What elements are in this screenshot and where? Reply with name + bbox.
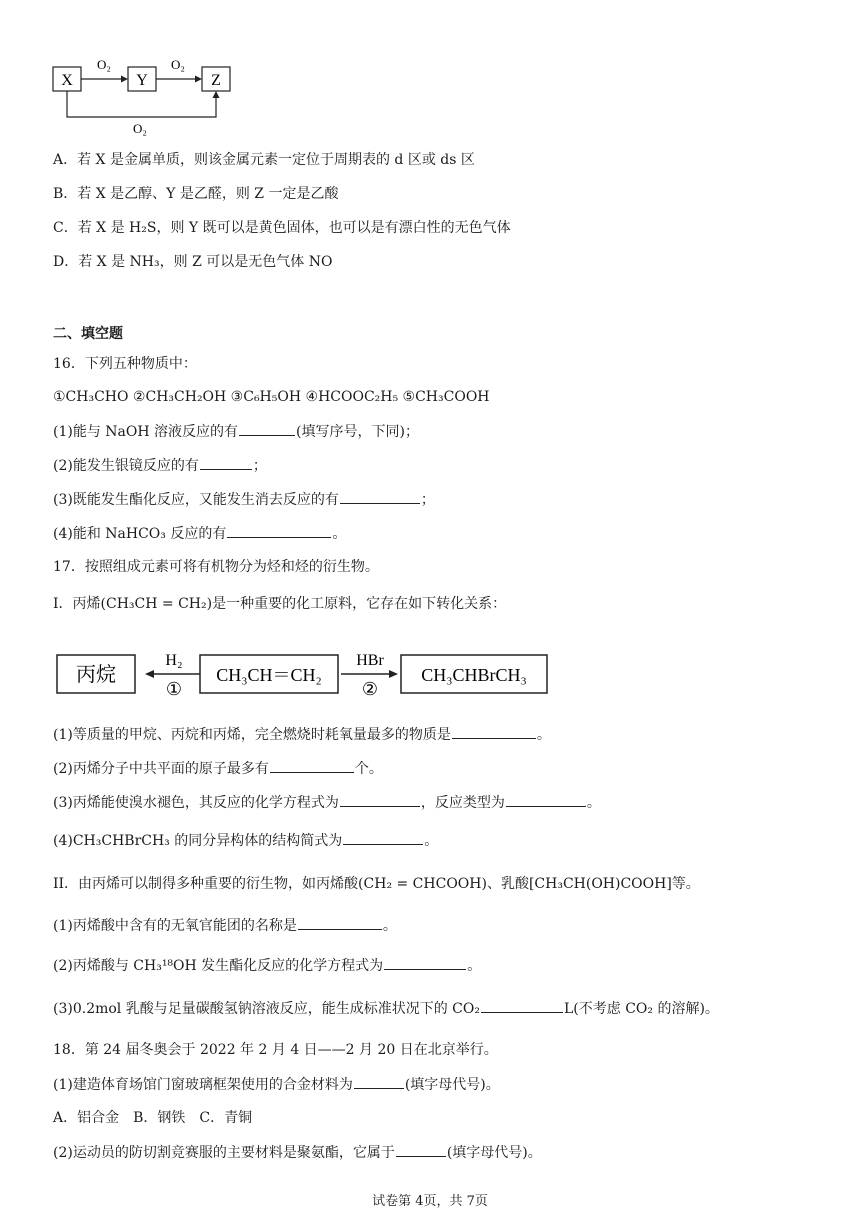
- arrow-x-z: [67, 91, 216, 117]
- q16-part1-tail: (填写序号，下同)；: [296, 424, 419, 440]
- q17-i-part4-tail: 。: [424, 833, 439, 849]
- label-x: X: [61, 72, 73, 89]
- answer-blank[interactable]: [298, 915, 382, 930]
- answer-blank[interactable]: [227, 523, 331, 538]
- q17-i-part1: [53, 724, 551, 745]
- option-a: A．若 X 是金属单质，则该金属元素一定位于周期表的 d 区或 ds 区: [53, 152, 475, 168]
- answer-blank[interactable]: [239, 421, 295, 436]
- label-y: Y: [136, 72, 148, 89]
- q16-part4: [53, 523, 346, 544]
- answer-blank[interactable]: [354, 1074, 404, 1089]
- xyz-relation-diagram: [50, 55, 250, 140]
- q17-ii-part3-text: (3)0.2mol 乳酸与足量碳酸氢钠溶液反应，能生成标准状况下的 CO₂: [53, 1001, 480, 1017]
- q16-part3: [53, 489, 435, 510]
- q16-part1: [53, 421, 419, 442]
- option-c: C．若 X 是 H₂S，则 Y 既可以是黄色固体，也可以是有漂白性的无色气体: [53, 220, 511, 236]
- q16-part3-tail: ；: [420, 492, 435, 508]
- label-z: Z: [211, 72, 221, 89]
- q18-part1-options: A．铝合金 B．钢铁 C．青铜: [53, 1110, 253, 1126]
- page-footer: 试卷第 4页，共 7页: [372, 1194, 488, 1209]
- answer-blank[interactable]: [270, 758, 354, 773]
- reagent-hbr: HBr: [356, 652, 384, 669]
- q17-i-part1-tail: 。: [536, 727, 551, 743]
- q16-part2-text: (2)能发生银镜反应的有: [53, 458, 199, 474]
- answer-blank[interactable]: [343, 830, 423, 845]
- arrowhead-hydrogenation: [145, 670, 154, 678]
- q18-stem: 18．第 24 届冬奥会于 2022 年 2 月 4 日——2 月 20 日在北京举行。: [53, 1042, 498, 1058]
- q17-part2-intro: II．由丙烯可以制得多种重要的衍生物，如丙烯酸(CH₂ = CHCOOH)、乳酸[CH₃CH(OH)COOH]等。: [53, 876, 700, 892]
- q16-part2-tail: ；: [252, 458, 267, 474]
- q18-part1: [53, 1074, 500, 1095]
- reagent-h2: H₂: [165, 652, 183, 669]
- q17-i-part3-mid: ，反应类型为: [420, 795, 505, 811]
- q17-i-part4: [53, 830, 438, 851]
- q17-i-part4-text: (4)CH₃CHBrCH₃ 的同分异构体的结构简式为: [53, 833, 343, 849]
- step-1: ①: [165, 679, 183, 699]
- q17-ii-part2-tail: 。: [467, 958, 482, 974]
- q16-part1-text: (1)能与 NaOH 溶液反应的有: [53, 424, 239, 440]
- q17-i-part2-tail: 个。: [354, 761, 383, 777]
- answer-blank[interactable]: [481, 998, 563, 1013]
- q17-ii-part2-text: (2)丙烯酸与 CH₃¹⁸OH 发生酯化反应的化学方程式为: [53, 958, 384, 974]
- answer-blank[interactable]: [340, 489, 420, 504]
- propane-label: 丙烷: [76, 664, 116, 686]
- q16-part4-tail: 。: [332, 526, 347, 542]
- answer-blank[interactable]: [200, 455, 252, 470]
- propene-reaction-scheme: [55, 643, 550, 703]
- q18-part2: [53, 1142, 542, 1163]
- q18-part1-text: (1)建造体育场馆门窗玻璃框架使用的合金材料为: [53, 1077, 353, 1093]
- q17-ii-part1-text: (1)丙烯酸中含有的无氧官能团的名称是: [53, 918, 297, 934]
- q16-part4-text: (4)能和 NaHCO₃ 反应的有: [53, 526, 227, 542]
- q17-stem: 17．按照组成元素可将有机物分为烃和烃的衍生物。: [53, 559, 379, 575]
- q17-part1-intro: I．丙烯(CH₃CH = CH₂)是一种重要的化工原料，它存在如下转化关系：: [53, 596, 507, 612]
- q16-stem: 16．下列五种物质中：: [53, 356, 197, 372]
- q17-ii-part3: [53, 998, 719, 1019]
- q16-part3-text: (3)既能发生酯化反应，又能发生消去反应的有: [53, 492, 339, 508]
- section-title: 二、填空题: [53, 326, 123, 342]
- arrowhead-x-y: [121, 76, 128, 83]
- q17-ii-part1: [53, 915, 397, 936]
- bromopropane-formula: CH₃CHBrCH₃: [421, 665, 527, 685]
- q18-part2-tail: (填字母代号)。: [446, 1145, 542, 1161]
- q17-i-part3-tail: 。: [586, 795, 601, 811]
- q17-i-part3-text: (3)丙烯能使溴水褪色，其反应的化学方程式为: [53, 795, 339, 811]
- answer-blank[interactable]: [452, 724, 536, 739]
- step-2: ②: [361, 679, 379, 699]
- answer-blank[interactable]: [396, 1142, 446, 1157]
- q17-i-part3: [53, 792, 601, 813]
- arrowhead-hbr-addition: [389, 670, 398, 678]
- arrowhead-x-z: [213, 91, 220, 98]
- q17-ii-part3-tail: L(不考虑 CO₂ 的溶解)。: [563, 1001, 719, 1017]
- label-arrow-x-y: O₂: [97, 57, 111, 72]
- answer-blank[interactable]: [340, 792, 420, 807]
- propene-formula: CH₃CH＝CH₂: [216, 665, 322, 685]
- q17-i-part2-text: (2)丙烯分子中共平面的原子最多有: [53, 761, 269, 777]
- q16-part2: [53, 455, 267, 476]
- label-arrow-y-z: O₂: [171, 57, 185, 72]
- q18-part2-text: (2)运动员的防切割竞赛服的主要材料是聚氨酯，它属于: [53, 1145, 395, 1161]
- option-d: D．若 X 是 NH₃，则 Z 可以是无色气体 NO: [53, 254, 333, 270]
- q16-substances: ①CH₃CHO ②CH₃CH₂OH ③C₆H₅OH ④HCOOC₂H₅ ⑤CH₃COOH: [53, 389, 490, 405]
- answer-blank[interactable]: [384, 955, 466, 970]
- answer-blank[interactable]: [506, 792, 586, 807]
- q17-ii-part2: [53, 955, 481, 976]
- arrowhead-y-z: [195, 76, 202, 83]
- q18-part1-tail: (填字母代号)。: [404, 1077, 500, 1093]
- q17-i-part1-text: (1)等质量的甲烷、丙烷和丙烯，完全燃烧时耗氧量最多的物质是: [53, 727, 451, 743]
- option-b: B．若 X 是乙醇、Y 是乙醛，则 Z 一定是乙酸: [53, 186, 339, 202]
- q17-i-part2: [53, 758, 383, 779]
- label-arrow-x-z: O₂: [133, 121, 147, 136]
- q17-ii-part1-tail: 。: [382, 918, 397, 934]
